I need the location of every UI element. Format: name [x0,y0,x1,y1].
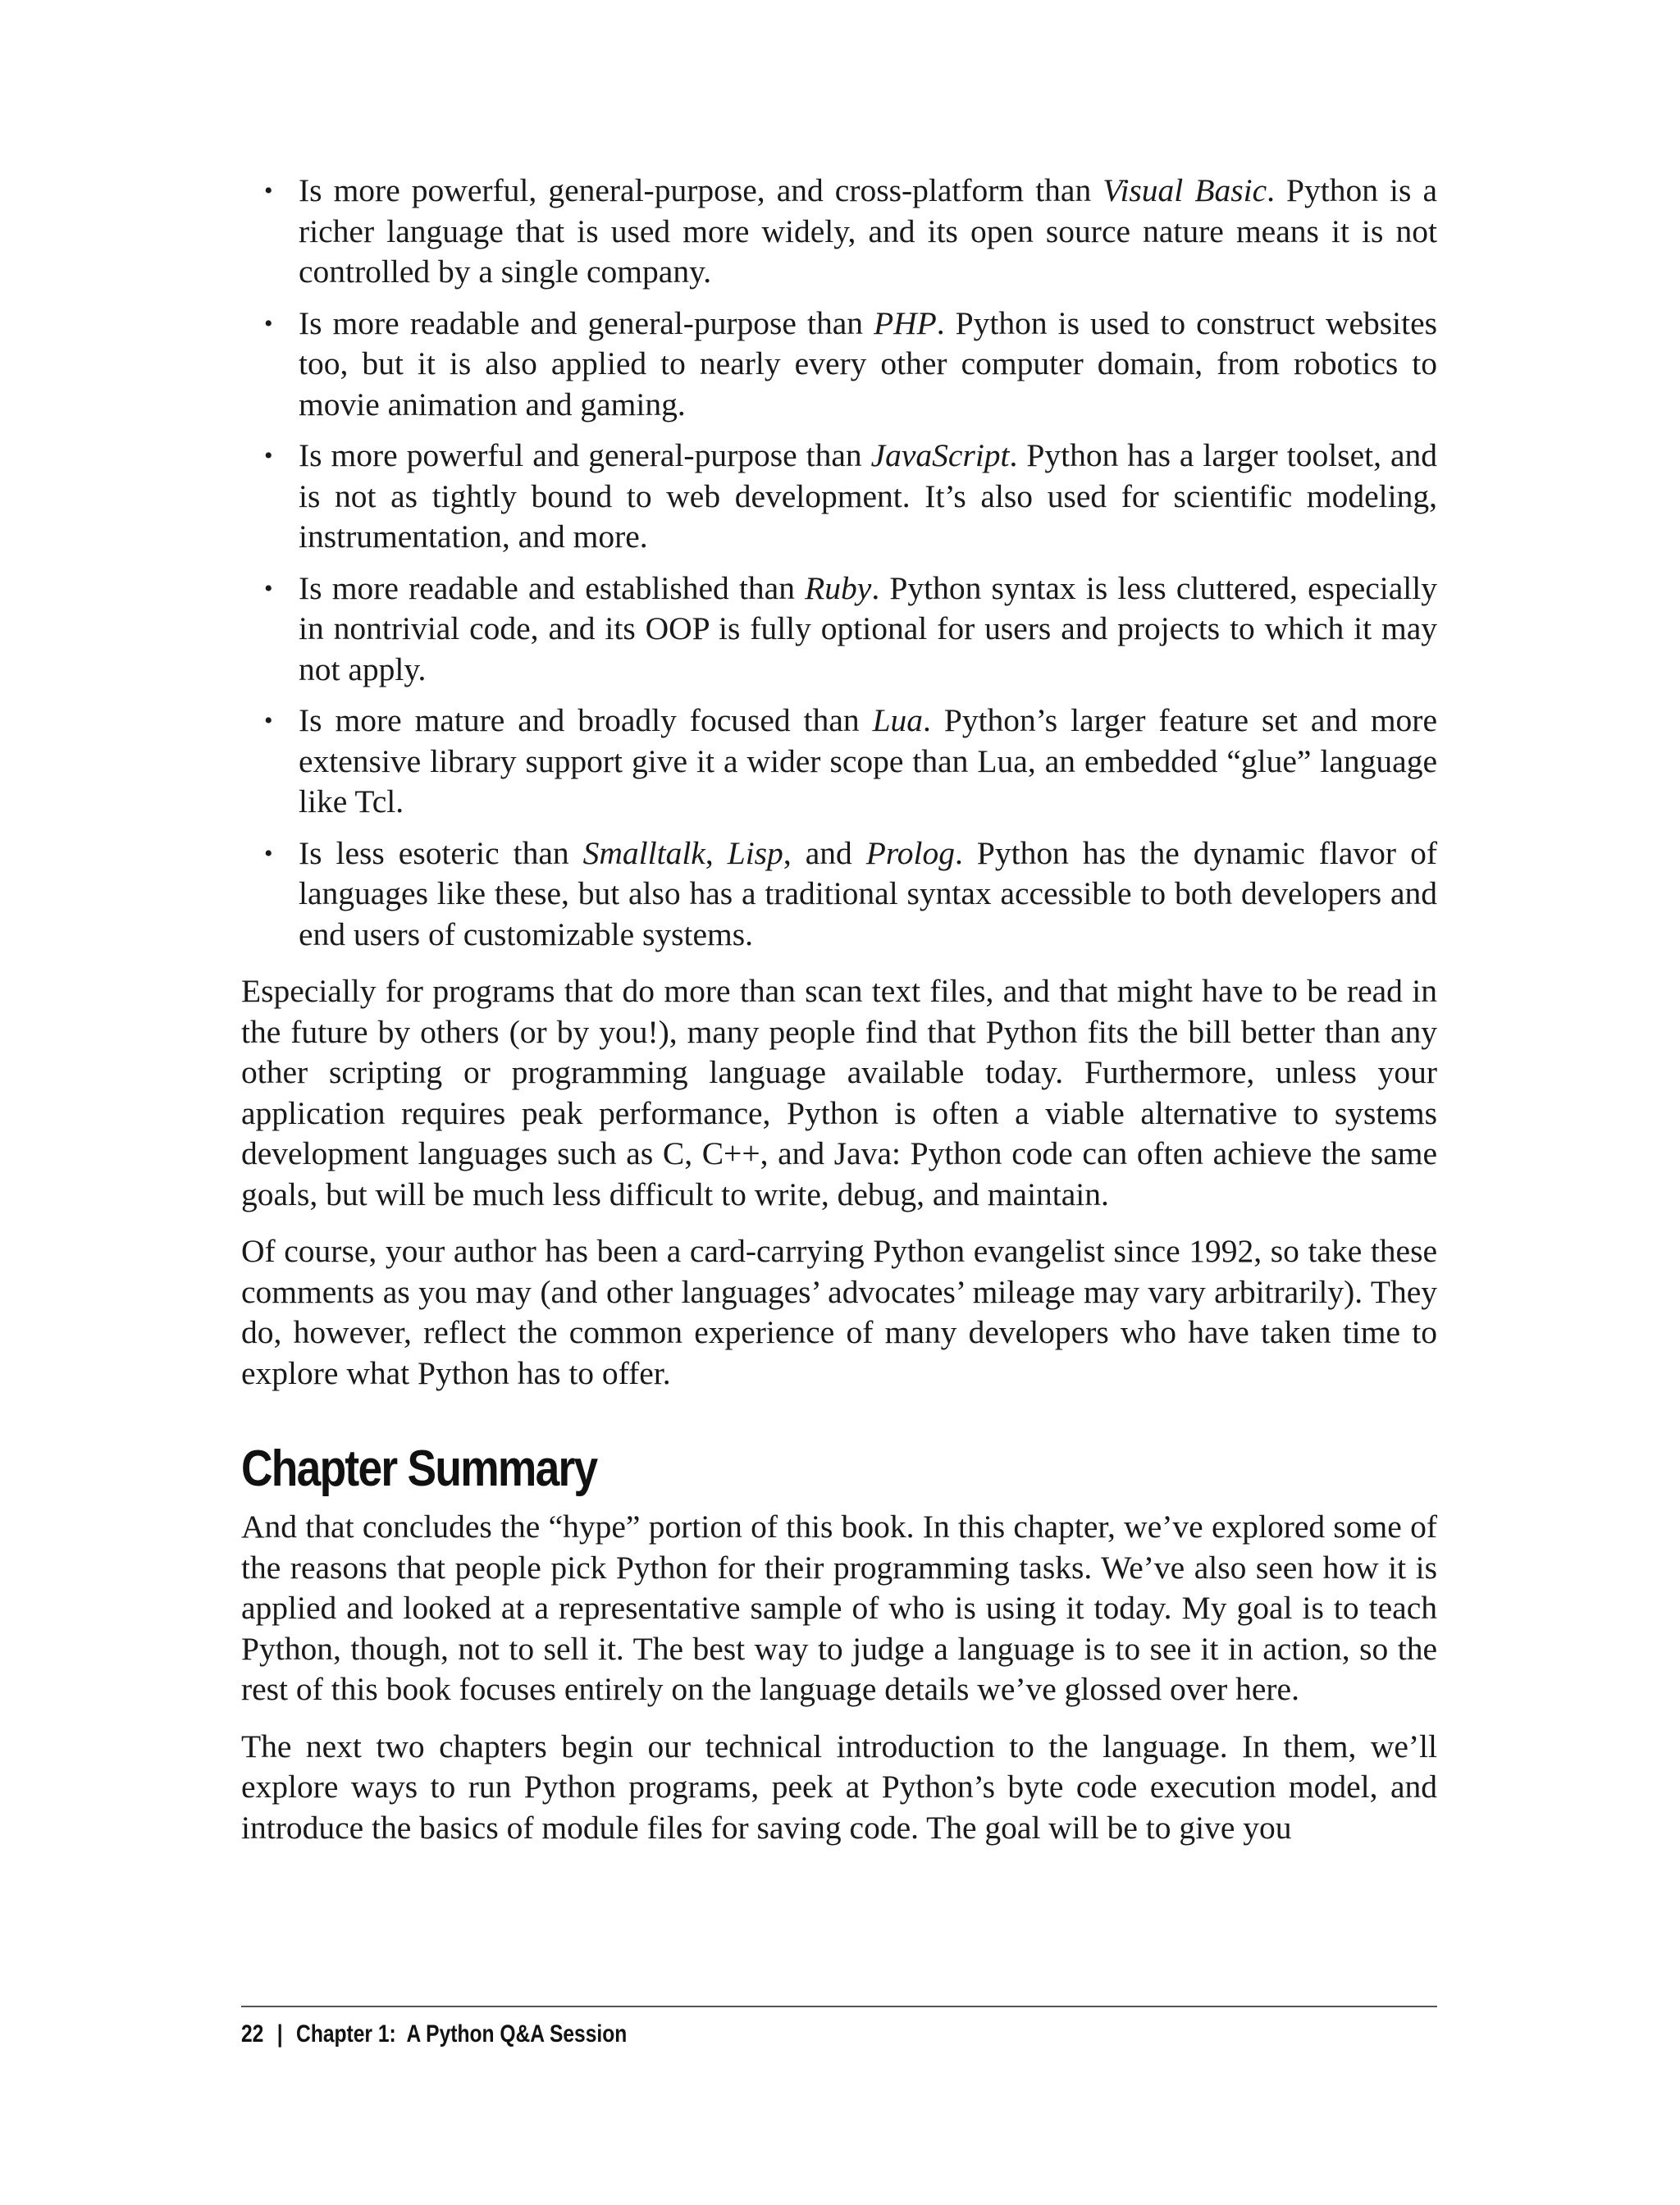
bullet-javascript: • Is more powerful and general-purpose than JavaScript. Python has a larger toolset, and is not as tightly bound to web development. It’s also used for scientific modeling, instrumentation, and more. [264,437,1438,555]
paragraph-summary-1: And that concludes the “hype” portion of this book. In this chapter, we’ve explored some of the reasons that people pick Python for their programming tasks. We’ve also seen how it is applied and looked at a representative sample of who is using it today. My goal is to teach Python, though, not to sell it. The best way to judge a language is to see it in action, so the rest of this book focuses entirely on the language details we’ve glossed over here. [241,1509,1437,1707]
page-footer [241,2006,1437,2048]
bullet-php: • Is more readable and general-purpose than PHP. Python is used to construct websites too, but it is also applied to nearly every other computer domain, from robotics to movie animation and gaming. [264,304,1437,422]
bullet-glyph: • [264,309,273,337]
bullet-ruby: • Is more readable and established than Ruby. Python syntax is less cluttered, especially in nontrivial code, and its OOP is fully optional for users and projects to which it may not apply. [264,569,1437,687]
bullet-visual-basic: • Is more powerful, general-purpose, and cross-platform than Visual Basic. Python is a richer language that is used more widely, and its open source nature means it is not controlled by a single company. [264,172,1437,290]
bullet-smalltalk-lisp-prolog: • Is less esoteric than Smalltalk, Lisp, and Prolog. Python has the dynamic flavor of languages like these, but also has a traditional syntax accessible to both developers and end users of customizable systems. [264,834,1437,952]
page-body [241,171,1437,1865]
bullet-glyph: • [264,177,273,204]
footer-text [241,2020,627,2048]
comparison-bullet-list [241,171,1437,955]
page-number: 22 [241,2020,264,2048]
running-chapter-title: Chapter 1: A Python Q&A Session [296,2020,628,2048]
bullet-glyph: • [264,707,273,734]
section-heading: Chapter Summary [241,1440,597,1497]
bullet-glyph: • [264,442,273,469]
footer-separator: | [276,2020,283,2048]
paragraph-summary-2: The next two chapters begin our technical introduction to the language. In them, we’ll explore ways to run Python programs, peek at Python’s byte code execution model, and introduce the basics of module files for saving code. The goal will be to give you [241,1728,1437,1846]
paragraph-of-course: Of course, your author has been a card-carrying Python evangelist since 1992, so take these comments as you may (and other languages’ advocates’ mileage may vary arbitrarily). They do, however, reflect the common experience of many developers who have taken time to explore what Python has to offer. [241,1233,1437,1391]
bullet-glyph: • [264,839,273,867]
bullet-lua: • Is more mature and broadly focused than Lua. Python’s larger feature set and more extensive library support give it a wider scope than Lua, an embedded “glue” language like Tcl. [264,702,1437,819]
bullet-glyph: • [264,574,273,602]
paragraph-especially: Especially for programs that do more than scan text files, and that might have to be read in the future by others (or by you!), many people find that Python fits the bill better than any other scripting or programming language available today. Furthermore, unless your application requires peak performance, Python is often a viable alternative to systems development languages such as C, C++, and Java: Python code can often achieve the same goals, but will be much less difficult to write, debug, and maintain. [241,973,1437,1212]
